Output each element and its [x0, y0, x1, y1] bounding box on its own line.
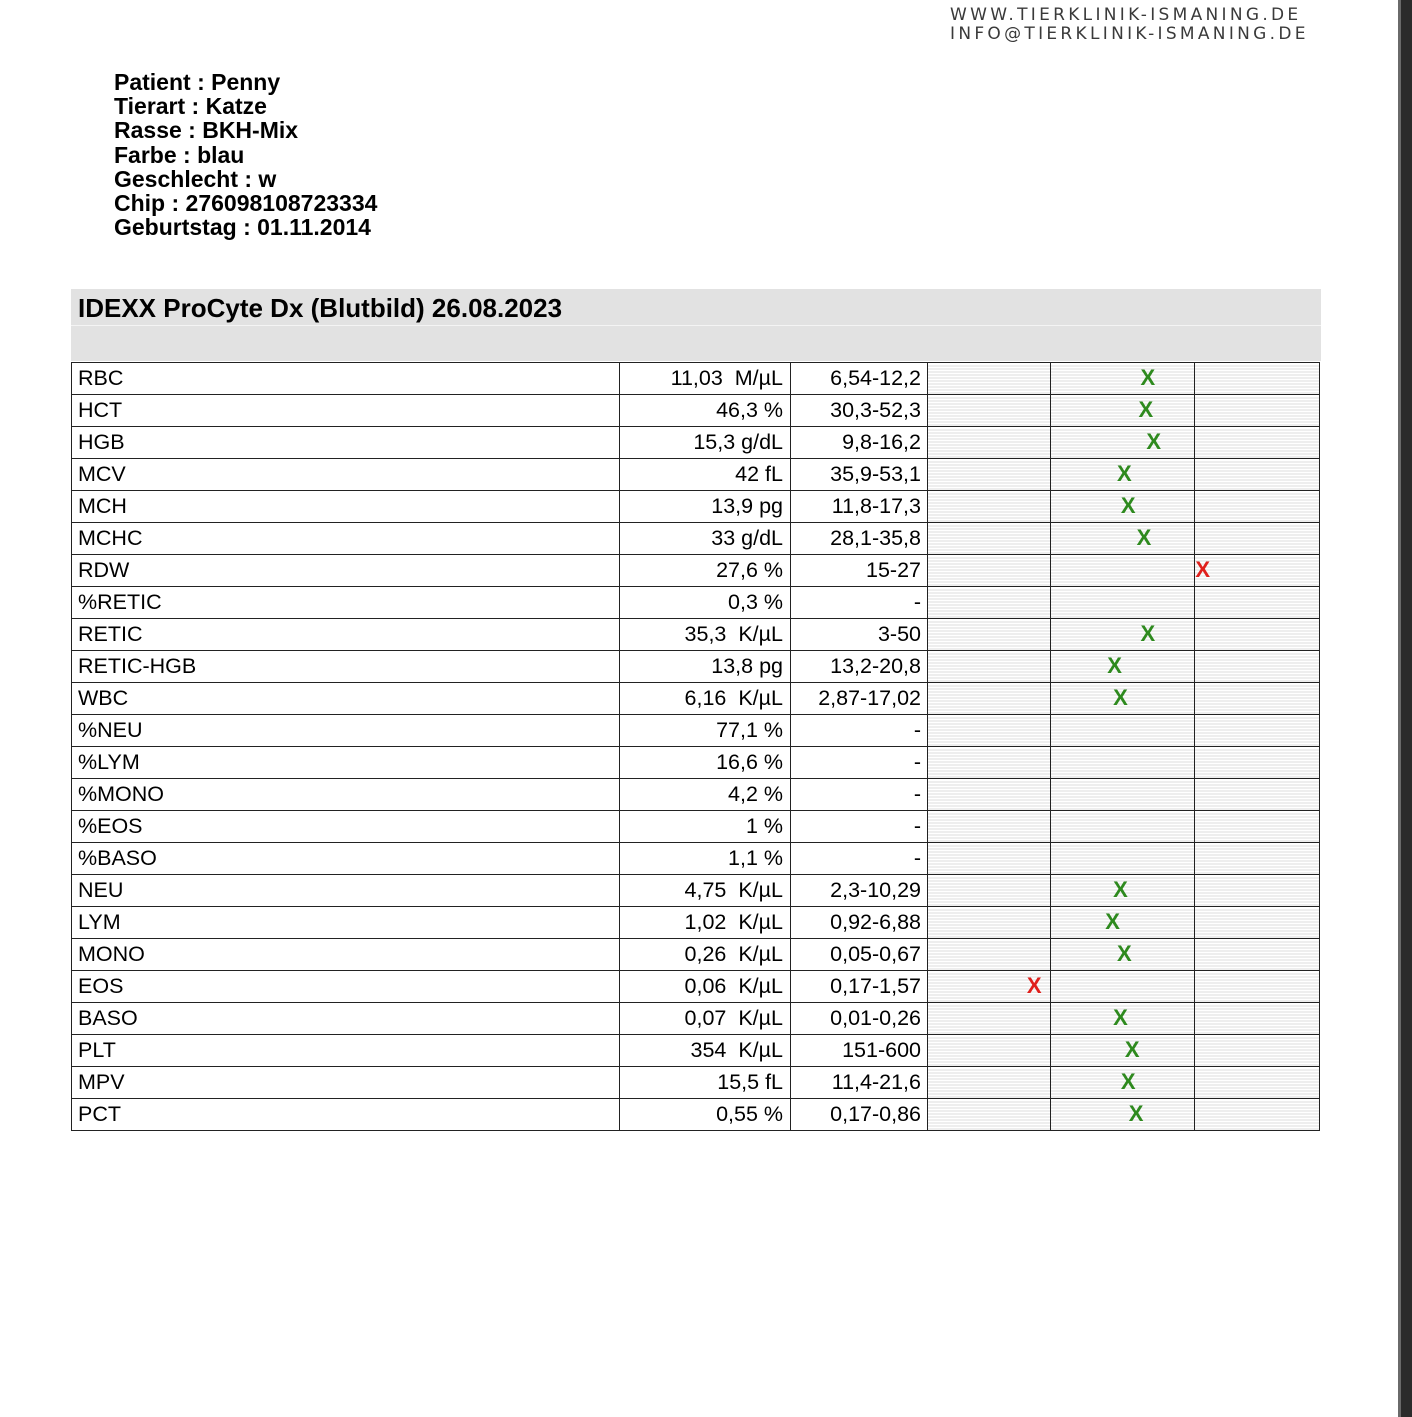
table-row — [72, 715, 1320, 747]
range-low-cell — [928, 1003, 1051, 1035]
range-normal-cell — [1051, 971, 1195, 1003]
result-reference: 3-50 — [791, 619, 928, 651]
table-row — [72, 1067, 1320, 1099]
result-value: 42 fL — [620, 459, 791, 491]
result-value: 27,6 % — [620, 555, 791, 587]
in-range-mark: X — [1113, 685, 1128, 710]
result-name: %LYM — [72, 747, 620, 779]
range-high-cell — [1195, 1067, 1320, 1099]
in-range-mark: X — [1105, 909, 1120, 934]
result-value: 354 K/µL — [620, 1035, 791, 1067]
result-name: MCV — [72, 459, 620, 491]
table-row — [72, 491, 1320, 523]
result-name: %BASO — [72, 843, 620, 875]
in-range-mark: X — [1140, 621, 1156, 646]
range-high-cell — [1195, 843, 1320, 875]
range-high-cell — [1195, 939, 1320, 971]
result-value: 4,75 K/µL — [620, 875, 791, 907]
table-row — [72, 907, 1320, 939]
range-low-cell — [928, 1099, 1051, 1131]
result-value: 0,55 % — [620, 1099, 791, 1131]
range-high-cell — [1195, 619, 1320, 651]
result-reference: 0,05-0,67 — [791, 939, 928, 971]
range-low-cell — [928, 491, 1051, 523]
in-range-mark: X — [1128, 1101, 1144, 1126]
range-high-cell — [1195, 1099, 1320, 1131]
result-value: 0,06 K/µL — [620, 971, 791, 1003]
result-name: %EOS — [72, 811, 620, 843]
range-high-cell — [1195, 907, 1320, 939]
range-low-cell — [928, 1035, 1051, 1067]
range-high-cell — [1195, 875, 1320, 907]
header-divider — [71, 325, 1321, 326]
range-normal-cell — [1051, 459, 1195, 491]
range-high-cell — [1195, 779, 1320, 811]
table-row — [72, 1003, 1320, 1035]
result-name: PLT — [72, 1035, 620, 1067]
patient-chip: Chip : 276098108723334 — [114, 190, 378, 217]
range-high-cell — [1195, 971, 1320, 1003]
range-normal-cell — [1051, 875, 1195, 907]
result-name: HGB — [72, 427, 620, 459]
range-normal-cell — [1051, 587, 1195, 619]
result-value: 13,8 pg — [620, 651, 791, 683]
result-reference: 0,17-0,86 — [791, 1099, 928, 1131]
table-row — [72, 811, 1320, 843]
table-row — [72, 747, 1320, 779]
range-low-cell — [928, 459, 1051, 491]
range-high-cell — [1195, 395, 1320, 427]
in-range-mark: X — [1120, 493, 1136, 518]
in-range-mark: X — [1146, 429, 1162, 454]
result-value: 35,3 K/µL — [620, 619, 791, 651]
result-reference: - — [791, 811, 928, 843]
patient-species: Tierart : Katze — [114, 93, 267, 120]
result-reference: 9,8-16,2 — [791, 427, 928, 459]
table-row — [72, 555, 1320, 587]
table-row — [72, 427, 1320, 459]
result-name: RDW — [72, 555, 620, 587]
range-normal-cell — [1051, 395, 1195, 427]
result-name: BASO — [72, 1003, 620, 1035]
range-low-cell — [928, 683, 1051, 715]
range-low-cell — [928, 619, 1051, 651]
table-row — [72, 971, 1320, 1003]
clinic-email: INFO@TIERKLINIK-ISMANING.DE — [950, 24, 1309, 44]
result-reference: 11,4-21,6 — [791, 1067, 928, 1099]
range-normal-cell — [1051, 779, 1195, 811]
range-normal-cell — [1051, 715, 1195, 747]
range-high-cell — [1195, 1035, 1320, 1067]
range-normal-cell — [1051, 843, 1195, 875]
range-low-cell — [928, 779, 1051, 811]
result-name: MPV — [72, 1067, 620, 1099]
table-row — [72, 875, 1320, 907]
result-reference: 151-600 — [791, 1035, 928, 1067]
range-low-cell — [928, 587, 1051, 619]
result-value: 0,3 % — [620, 587, 791, 619]
range-normal-cell — [1051, 363, 1195, 395]
report-header — [71, 289, 1321, 361]
result-value: 4,2 % — [620, 779, 791, 811]
table-row — [72, 459, 1320, 491]
range-high-cell — [1195, 555, 1320, 587]
result-reference: 2,3-10,29 — [791, 875, 928, 907]
range-high-cell — [1195, 587, 1320, 619]
range-normal-cell — [1051, 1003, 1195, 1035]
table-row — [72, 651, 1320, 683]
patient-color: Farbe : blau — [114, 141, 245, 168]
result-name: %NEU — [72, 715, 620, 747]
range-low-cell — [928, 939, 1051, 971]
range-high-cell — [1195, 459, 1320, 491]
result-reference: 0,17-1,57 — [791, 971, 928, 1003]
result-name: %MONO — [72, 779, 620, 811]
result-value: 77,1 % — [620, 715, 791, 747]
table-row — [72, 683, 1320, 715]
range-low-cell — [928, 1067, 1051, 1099]
result-reference: 35,9-53,1 — [791, 459, 928, 491]
result-value: 1,02 K/µL — [620, 907, 791, 939]
result-reference: 30,3-52,3 — [791, 395, 928, 427]
table-row — [72, 1099, 1320, 1131]
result-value: 1 % — [620, 811, 791, 843]
table-row — [72, 523, 1320, 555]
result-value: 6,16 K/µL — [620, 683, 791, 715]
clinic-contact — [950, 6, 1310, 44]
clinic-website: WWW.TIERKLINIK-ISMANING.DE — [950, 5, 1302, 25]
in-range-mark: X — [1138, 397, 1154, 422]
result-reference: - — [791, 779, 928, 811]
range-low-cell — [928, 395, 1051, 427]
range-normal-cell — [1051, 651, 1195, 683]
range-low-cell — [928, 555, 1051, 587]
table-row — [72, 619, 1320, 651]
table-row — [72, 1035, 1320, 1067]
result-name: RETIC — [72, 619, 620, 651]
result-value: 16,6 % — [620, 747, 791, 779]
result-name: MCH — [72, 491, 620, 523]
report-title: IDEXX ProCyte Dx (Blutbild) 26.08.2023 — [78, 293, 563, 323]
patient-sex: Geschlecht : w — [114, 165, 277, 192]
result-reference: - — [791, 747, 928, 779]
range-high-cell — [1195, 651, 1320, 683]
range-high-cell — [1195, 427, 1320, 459]
range-normal-cell — [1051, 1035, 1195, 1067]
result-name: LYM — [72, 907, 620, 939]
range-low-cell — [928, 971, 1051, 1003]
result-reference: - — [791, 843, 928, 875]
result-name: RBC — [72, 363, 620, 395]
in-range-mark: X — [1120, 1069, 1136, 1094]
patient-breed: Rasse : BKH-Mix — [114, 117, 299, 144]
range-normal-cell — [1051, 1099, 1195, 1131]
range-normal-cell — [1051, 523, 1195, 555]
out-of-range-mark: X — [1195, 557, 1211, 582]
result-name: WBC — [72, 683, 620, 715]
result-reference: 11,8-17,3 — [791, 491, 928, 523]
in-range-mark: X — [1113, 877, 1128, 902]
range-low-cell — [928, 907, 1051, 939]
in-range-mark: X — [1136, 525, 1152, 550]
table-row — [72, 395, 1320, 427]
result-value: 1,1 % — [620, 843, 791, 875]
range-low-cell — [928, 715, 1051, 747]
patient-birthday: Geburtstag : 01.11.2014 — [114, 214, 371, 241]
range-high-cell — [1195, 491, 1320, 523]
patient-name: Patient : Penny — [114, 69, 281, 95]
range-low-cell — [928, 811, 1051, 843]
in-range-mark: X — [1117, 461, 1132, 486]
result-value: 0,07 K/µL — [620, 1003, 791, 1035]
result-value: 46,3 % — [620, 395, 791, 427]
results-table — [71, 362, 1320, 1131]
result-name: EOS — [72, 971, 620, 1003]
result-reference: - — [791, 715, 928, 747]
range-high-cell — [1195, 747, 1320, 779]
result-value: 13,9 pg — [620, 491, 791, 523]
range-high-cell — [1195, 715, 1320, 747]
range-normal-cell — [1051, 939, 1195, 971]
range-normal-cell — [1051, 747, 1195, 779]
range-high-cell — [1195, 523, 1320, 555]
result-reference: - — [791, 587, 928, 619]
result-value: 33 g/dL — [620, 523, 791, 555]
range-low-cell — [928, 843, 1051, 875]
result-reference: 6,54-12,2 — [791, 363, 928, 395]
range-low-cell — [928, 427, 1051, 459]
range-normal-cell — [1051, 427, 1195, 459]
in-range-mark: X — [1124, 1037, 1140, 1062]
out-of-range-mark: X — [1026, 973, 1042, 998]
table-row — [72, 939, 1320, 971]
result-name: PCT — [72, 1099, 620, 1131]
patient-info — [114, 70, 377, 239]
result-name: NEU — [72, 875, 620, 907]
result-value: 15,5 fL — [620, 1067, 791, 1099]
result-name: HCT — [72, 395, 620, 427]
result-reference: 2,87-17,02 — [791, 683, 928, 715]
in-range-mark: X — [1113, 1005, 1128, 1030]
range-low-cell — [928, 875, 1051, 907]
page-edge — [1398, 0, 1412, 1417]
range-high-cell — [1195, 683, 1320, 715]
result-name: MONO — [72, 939, 620, 971]
result-reference: 0,01-0,26 — [791, 1003, 928, 1035]
table-row — [72, 363, 1320, 395]
result-reference: 28,1-35,8 — [791, 523, 928, 555]
range-low-cell — [928, 651, 1051, 683]
table-row — [72, 779, 1320, 811]
in-range-mark: X — [1140, 365, 1156, 390]
result-value: 15,3 g/dL — [620, 427, 791, 459]
range-normal-cell — [1051, 491, 1195, 523]
table-row — [72, 843, 1320, 875]
range-normal-cell — [1051, 619, 1195, 651]
table-row — [72, 587, 1320, 619]
range-normal-cell — [1051, 555, 1195, 587]
result-value: 11,03 M/µL — [620, 363, 791, 395]
range-low-cell — [928, 747, 1051, 779]
result-name: %RETIC — [72, 587, 620, 619]
range-normal-cell — [1051, 811, 1195, 843]
in-range-mark: X — [1107, 653, 1122, 678]
range-normal-cell — [1051, 683, 1195, 715]
result-value: 0,26 K/µL — [620, 939, 791, 971]
result-reference: 13,2-20,8 — [791, 651, 928, 683]
result-name: RETIC-HGB — [72, 651, 620, 683]
range-low-cell — [928, 523, 1051, 555]
result-reference: 15-27 — [791, 555, 928, 587]
result-reference: 0,92-6,88 — [791, 907, 928, 939]
range-high-cell — [1195, 811, 1320, 843]
result-name: MCHC — [72, 523, 620, 555]
in-range-mark: X — [1117, 941, 1132, 966]
range-low-cell — [928, 363, 1051, 395]
range-normal-cell — [1051, 1067, 1195, 1099]
results-body — [72, 363, 1320, 1131]
range-high-cell — [1195, 363, 1320, 395]
range-high-cell — [1195, 1003, 1320, 1035]
range-normal-cell — [1051, 907, 1195, 939]
